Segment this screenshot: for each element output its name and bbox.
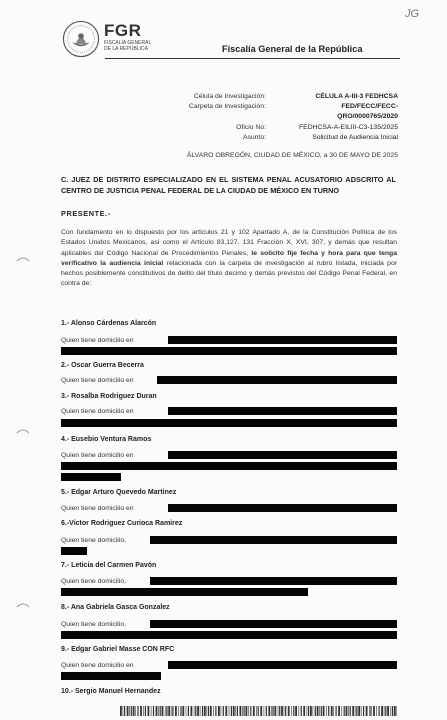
handwritten-initials: JG: [405, 8, 420, 20]
paragraph-text-1: Con fundamento en lo dispuesto por los artículos 21 y 102 Apartado A, de la Constitución Política de los Estados Unidos Mexicanos, así como el Artículo 83,127, 131 Fracción X, XVI, 307, y demás que resultan aplicables del Código Nacional de Procedimientos Penales,: [61, 229, 397, 257]
person-name: 1.- Alonso Cárdenas Alarcón: [61, 320, 157, 327]
person-name: 5.- Edgar Arturo Quevedo Martinez: [61, 489, 177, 496]
oficio-value: FEDHCSA-A-EILIII-C3-135/2025: [299, 124, 398, 131]
margin-punch-mark: [16, 428, 30, 434]
person-name: 8.- Ana Gabriela Gasca Gonzalez: [61, 604, 170, 611]
person-address-label: Quien tiene domicilio en: [61, 505, 134, 512]
person-address-label: Quien tiene domicilio en: [61, 408, 134, 415]
redaction-bar: [168, 661, 397, 669]
redaction-bar: [61, 473, 121, 481]
person-address-label: Quien tiene domicilio,: [61, 621, 126, 628]
redaction-bar: [61, 462, 397, 470]
margin-punch-mark: [16, 256, 30, 262]
person-name: 4.- Eusebio Ventura Ramos: [61, 436, 152, 443]
redaction-bar: [157, 376, 397, 384]
person-name: 6.-Victor Rodriguez Curioca Ramirez: [61, 520, 183, 527]
person-name: 3.- Rosalba Rodriguez Duran: [61, 393, 157, 400]
person-address-label: Quien tiene domicilio en: [61, 377, 134, 384]
redaction-bar: [168, 407, 397, 415]
addressee: C. JUEZ DE DISTRITO ESPECIALIZADO EN EL SISTEMA PENAL ACUSATORIO ADSCRITO AL CENTRO DE JUSTICIA PENAL FEDERAL DE LA CIUDAD DE MÉXICO EN TURNO: [61, 175, 396, 195]
logo-acronym: FGR: [104, 21, 142, 40]
barcode: [120, 706, 397, 716]
person-name: 10.- Sergio Manuel Hernandez: [61, 688, 161, 695]
person-name: 7.- Leticia del Carmen Pavón: [61, 562, 157, 569]
redaction-bar: [61, 631, 397, 639]
celula-value: CÉLULA A-III-3 FEDHCSA: [315, 93, 398, 100]
redaction-bar: [61, 547, 87, 555]
logo-subtitle-line-2: DE LA REPÚBLICA: [104, 45, 148, 52]
salutation: PRESENTE.-: [61, 209, 111, 218]
carpeta-value-line-2: QRO/0000765/2020: [337, 113, 398, 120]
request-paragraph: [61, 228, 397, 290]
oficio-label: Oficio No:: [236, 124, 266, 131]
redaction-bar: [168, 336, 397, 344]
person-address-label: Quien tiene domicilio en: [61, 337, 134, 344]
institution-title: Fiscalía General de la República: [222, 44, 363, 54]
paragraph-text-2: relacionada con la carpeta de investigación al rubro listada, iniciada por hechos posiblemente constitutivos de delito del título decimo y demás previstos del Código Penal Federal, en contra de:: [61, 259, 397, 288]
logo-subtitle-line-1: FISCALÍA GENERAL: [104, 40, 152, 46]
logo-subtitle: [104, 41, 154, 52]
celula-label: Célula de Investigación:: [193, 93, 266, 100]
redaction-bar: [61, 347, 397, 355]
margin-punch-mark: [16, 602, 30, 608]
redaction-bar: [168, 504, 397, 512]
person-address-label: Quien tiene domicilio en: [61, 662, 134, 669]
redaction-bar: [168, 451, 397, 459]
redaction-bar: [150, 577, 397, 585]
asunto-value: Solicitud de Audiencia Inicial: [312, 134, 398, 141]
redaction-bar: [61, 419, 397, 427]
carpeta-value-line-1: FED/FECC/FECC-: [341, 103, 398, 110]
redaction-bar: [61, 672, 161, 680]
paragraph-highlight: le solicito fije fecha y hora para que tenga verificativo la audiencia inicial: [61, 249, 397, 267]
place-and-date: ÁLVARO OBREGÓN, CIUDAD DE MÉXICO, a 30 DE MAYO DE 2025: [186, 152, 398, 159]
person-address-label: Quien tiene domicilio,: [61, 537, 126, 544]
redaction-bar: [150, 620, 397, 628]
asunto-label: Asunto:: [242, 134, 266, 141]
person-address-label: Quien tiene domicilio en: [61, 452, 134, 459]
person-address-label: Quien tiene domicilio,: [61, 578, 126, 585]
redaction-bar: [61, 588, 308, 596]
redaction-bar: [150, 536, 397, 544]
person-name: 9.- Edgar Gabriel Masse CON RFC: [61, 646, 175, 653]
mexico-coat-of-arms-seal: [62, 20, 100, 58]
header-divider: [105, 58, 400, 59]
carpeta-label: Carpeta de Investigación:: [188, 103, 266, 110]
person-name: 2.- Oscar Guerra Becerra: [61, 362, 144, 369]
